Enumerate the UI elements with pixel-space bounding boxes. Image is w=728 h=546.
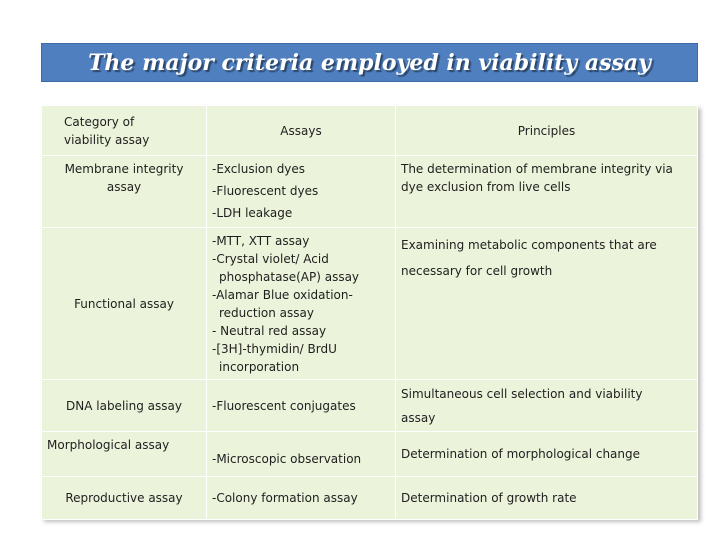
assay-item: reduction assay bbox=[219, 305, 314, 320]
assay-item: -Colony formation assay bbox=[212, 491, 358, 505]
assay-item: -LDH leakage bbox=[212, 206, 293, 220]
cell-principles bbox=[396, 156, 698, 228]
principle-line: dye exclusion from live cells bbox=[401, 180, 571, 194]
cell-assays bbox=[207, 432, 396, 477]
table-row bbox=[42, 432, 698, 477]
criteria-table-wrapper bbox=[41, 105, 698, 519]
cell-line: Functional assay bbox=[74, 296, 174, 311]
assay-item: -Alamar Blue oxidation- bbox=[212, 287, 353, 302]
cell-line: assay bbox=[106, 180, 142, 194]
title-bar bbox=[41, 43, 698, 82]
cell-line: Morphological assay bbox=[47, 438, 170, 452]
cell-principles bbox=[396, 432, 698, 477]
table-row bbox=[42, 228, 698, 380]
principle-line: Determination of growth rate bbox=[401, 491, 577, 505]
assay-item: - Neutral red assay bbox=[212, 323, 327, 338]
page-title: The major criteria employed in viability assay bbox=[88, 49, 651, 76]
principle-line: assay bbox=[401, 410, 436, 425]
cell-principles bbox=[396, 380, 698, 432]
principle-line: Examining metabolic components that are bbox=[401, 238, 657, 252]
header-category-line: viability assay bbox=[64, 132, 150, 147]
cell-category bbox=[42, 477, 207, 520]
cell-category bbox=[42, 156, 207, 228]
assay-item: -Crystal violet/ Acid bbox=[212, 251, 329, 266]
assay-item: incorporation bbox=[219, 359, 300, 374]
assay-item: -Exclusion dyes bbox=[212, 162, 306, 176]
table-header-row bbox=[42, 106, 698, 156]
assay-item: -[3H]-thymidin/ BrdU bbox=[212, 341, 337, 356]
criteria-table bbox=[41, 105, 698, 520]
cell-assays bbox=[207, 228, 396, 380]
principle-line: Simultaneous cell selection and viability bbox=[401, 386, 643, 401]
header-category bbox=[42, 106, 207, 156]
table-row bbox=[42, 380, 698, 432]
cell-category bbox=[42, 432, 207, 477]
cell-category bbox=[42, 228, 207, 380]
header-category-line: Category of bbox=[64, 114, 135, 129]
header-assays: Assays bbox=[207, 106, 396, 156]
principle-line: necessary for cell growth bbox=[401, 264, 553, 278]
header-principles: Principles bbox=[396, 106, 698, 156]
assay-item: -MTT, XTT assay bbox=[212, 233, 310, 248]
assay-item: phosphatase(AP) assay bbox=[219, 269, 360, 284]
principle-line: The determination of membrane integrity via bbox=[401, 162, 673, 176]
cell-assays bbox=[207, 477, 396, 520]
cell-line: Membrane integrity bbox=[64, 162, 184, 176]
principle-line: Determination of morphological change bbox=[401, 447, 641, 461]
table-row bbox=[42, 477, 698, 520]
cell-category bbox=[42, 380, 207, 432]
cell-principles bbox=[396, 477, 698, 520]
assay-item: -Fluorescent conjugates bbox=[212, 398, 356, 413]
cell-line: Reproductive assay bbox=[65, 491, 183, 505]
cell-line: DNA labeling assay bbox=[66, 398, 182, 413]
assay-item: -Microscopic observation bbox=[212, 452, 362, 466]
cell-principles bbox=[396, 228, 698, 380]
cell-assays bbox=[207, 380, 396, 432]
assay-item: -Fluorescent dyes bbox=[212, 184, 319, 198]
cell-assays bbox=[207, 156, 396, 228]
table-row bbox=[42, 156, 698, 228]
